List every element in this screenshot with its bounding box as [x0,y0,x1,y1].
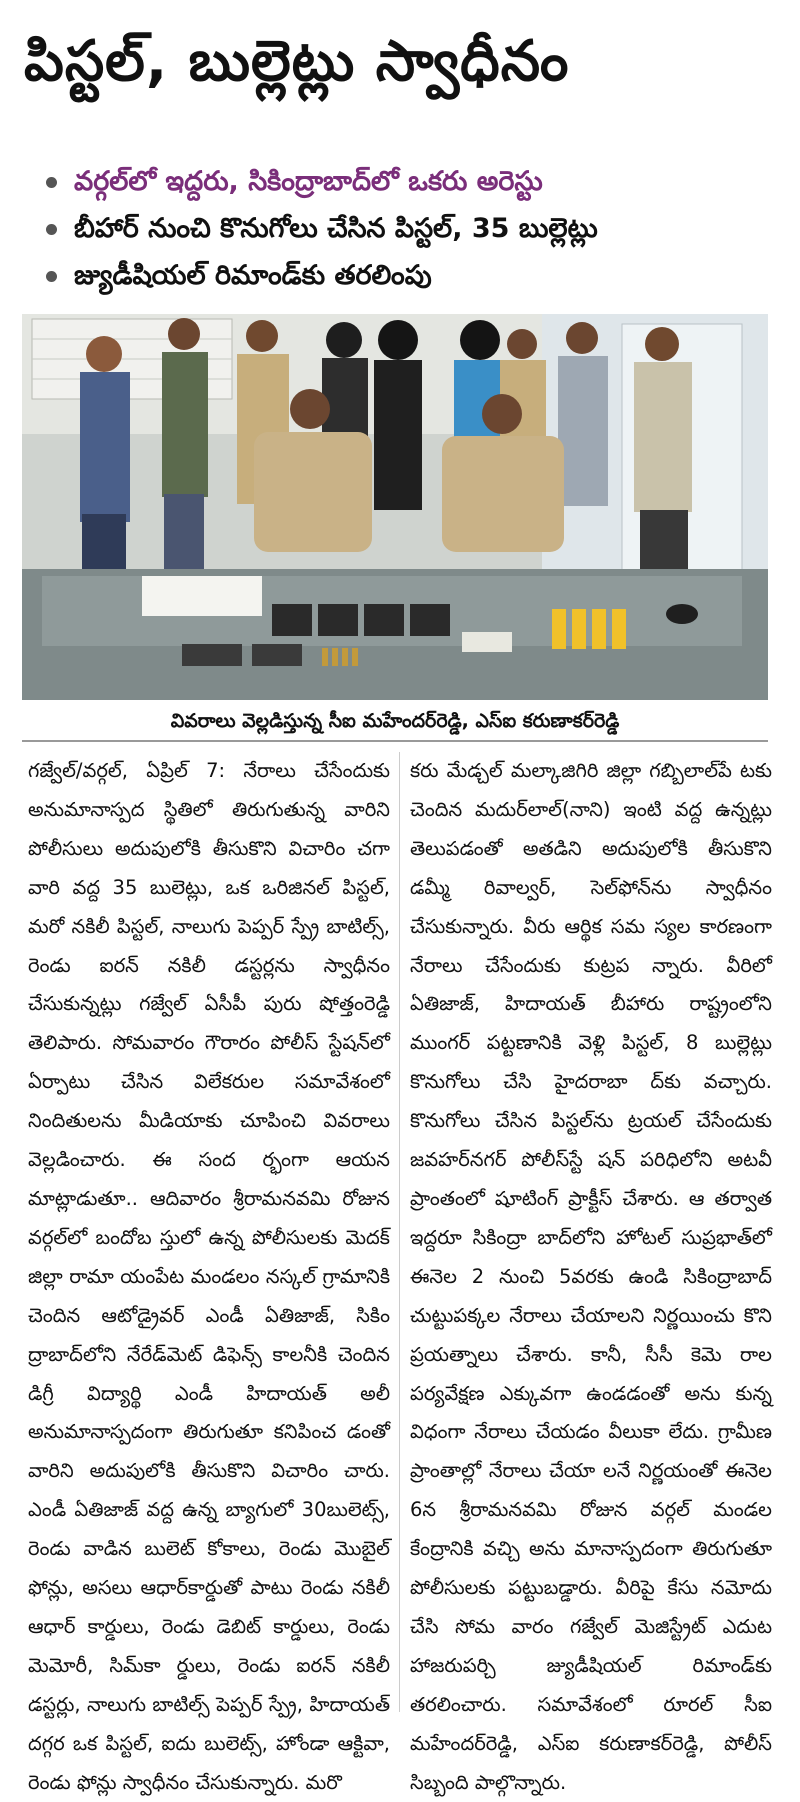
summary-bullet [40,158,760,205]
bullet-dot-icon [46,177,57,188]
summary-bullet [40,205,760,252]
bullet-text: వర్గల్‌లో ఇద్దరు, సికింద్రాబాద్‌లో ఒకరు అరెస్టు [74,166,543,197]
article-column-left [28,752,390,1802]
police-press-meet-photo [22,314,768,700]
photo-caption: వివరాలు వెల్లడిస్తున్న సీఐ మహేందర్‌రెడ్డి, ఎస్ఐ కరుణాకర్‌రెడ్డి [22,702,768,742]
summary-bullets [40,158,760,299]
bullet-dot-icon [46,271,57,282]
article-text: గజ్వేల్/వర్గల్, ఏప్రిల్ 7: నేరాలు చేసేందుకు అనుమానాస్పద స్థితిలో తిరుగుతున్న వారిని పోలీసులు అదుపులోకి తీసుకొని విచారిం చగా వారి వద్ద 35 బులెట్లు, ఒక ఒరిజినల్ పిస్టల్, మరో నకిలీ పిస్టల్, నాలుగు పెప్పర్ స్ప్రే బాటిల్స్, రెండు ఐరన్ నకిలీ డస్టర్లను స్వాధీనం చేసుకున్నట్లు గజ్వేల్ ఏసీపీ పురు షోత్తంరెడ్డి తెలిపారు. సోమవారం గౌరారం పోలీస్ స్టేషన్‌లో ఏర్పాటు చేసిన విలేకరుల సమావేశంలో నిందితులను మీడియాకు చూపించి వివరాలు వెల్లడించారు. ఈ సంద ర్భంగా ఆయన మాట్లాడుతూ.. ఆదివారం శ్రీరామనవమి రోజున వర్గల్‌లో బందోబ స్తులో ఉన్న పోలీసులకు మెదక్ జిల్లా రామా యంపేట మండలం నస్కల్ గ్రామానికి చెందిన ఆటోడ్రైవర్ ఎండీ ఏతిజాజ్, సికిం ద్రాబాద్‌లోని నేరేడ్‌మెట్ డిఫెన్స్ కాలనీకి చెందిన డిగ్రీ విద్యార్థి ఎండీ హిదాయత్ అలీ అనుమానాస్పదంగా తిరుగుతూ కనిపించ డంతో వారిని అదుపులోకి తీసుకొని విచారిం చారు. ఎండీ ఏతిజాజ్ వద్ద ఉన్న బ్యాగులో 30బులెట్స్, రెండు వాడిన బులెట్ కోకాలు, రెండు మొబైల్ ఫోన్లు, అసలు ఆధార్‌కార్డుతో పాటు రెండు నకిలీ ఆధార్ కార్డులు, రెండు డెబిట్ కార్డులు, రెండు మెమోరీ, సిమ్‌కా ర్డులు, రెండు ఐరన్ నకిలీ డస్టర్లు, నాలుగు బాటిల్స్ పెప్పర్ స్ప్రే, హిదాయత్ దగ్గర ఒక పిస్టల్, ఐదు బులెట్స్, హోండా ఆక్టివా, రెండు ఫోన్లు స్వాధీనం చేసుకున్నారు. మరొ [28,759,390,1794]
bullet-dot-icon [46,224,57,235]
article-text: కరు మేడ్చల్ మల్కాజిగిరి జిల్లా గబ్బిలాల్‌పే టకు చెందిన మదుర్‌లాల్(నాని) ఇంటి వద్ద ఉన్నట్లు తెలుపడంతో అతడిని అదుపులోకి తీసుకొని డమ్మీ రివాల్వర్, సెల్‌ఫోన్‌ను స్వాధీనం చేసుకున్నారు. వీరు ఆర్థిక సమ స్యల కారణంగా నేరాలు చేసేందుకు కుట్రప న్నారు. వీరిలో ఏతిజాజ్, హిదాయత్ బీహారు రాష్ట్రంలోని ముంగర్ పట్టణానికి వెళ్లి పిస్టల్, 8 బుల్లెట్లు కొనుగోలు చేసి హైదరాబా ద్‌కు వచ్చారు. కొనుగోలు చేసిన పిస్టల్‌ను ట్రయల్ చేసేందుకు జవహర్‌నగర్ పోలీస్‌స్టే షన్ పరిధిలోని అటవీ ప్రాంతంలో షూటింగ్ ప్రాక్టీస్ చేశారు. ఆ తర్వాత ఇద్దరూ సికింద్రా బాద్‌లోని హోటల్ సుప్రభాత్‌లో ఈనెల 2 నుంచి 5వరకు ఉండి సికింద్రాబాద్ చుట్టుపక్కల నేరాలు చేయాలని నిర్ణయించు కొని ప్రయత్నాలు చేశారు. కానీ, సీసీ కెమె రాల పర్యవేక్షణ ఎక్కువగా ఉండడంతో అను కున్న విధంగా నేరాలు చేయడం వీలుకా లేదు. గ్రామీణ ప్రాంతాల్లో నేరాలు చేయా లనే నిర్ణయంతో ఈనెల 6న శ్రీరామనవమి రోజున వర్గల్ మండల కేంద్రానికి వచ్చి అను మానాస్పదంగా తిరుగుతూ పోలీసులకు పట్టుబడ్డారు. వీరిపై కేసు నమోదు చేసి సోమ వారం గజ్వేల్ మెజిస్ట్రేట్ ఎదుట హాజరుపర్చి జ్యుడీషియల్ రిమాండ్‌కు తరలించారు. సమావేశంలో రూరల్ సీఐ మహేందర్‌రెడ్డి, ఎస్ఐ కరుణాకర్‌రెడ్డి, పోలీస్ సిబ్బంది పాల్గొన్నారు. [410,759,772,1794]
article-column-right [410,752,772,1802]
news-photo [22,314,768,700]
bullet-text: బీహార్ నుంచి కొనుగోలు చేసిన పిస్టల్, 35 బుల్లెట్లు [74,213,598,244]
summary-bullet [40,252,760,299]
column-divider [399,752,400,1712]
bullet-text: జ్యుడీషియల్ రిమాండ్‌కు తరలింపు [74,260,432,291]
headline: పిస్టల్, బుల్లెట్లు స్వాధీనం [24,29,570,94]
